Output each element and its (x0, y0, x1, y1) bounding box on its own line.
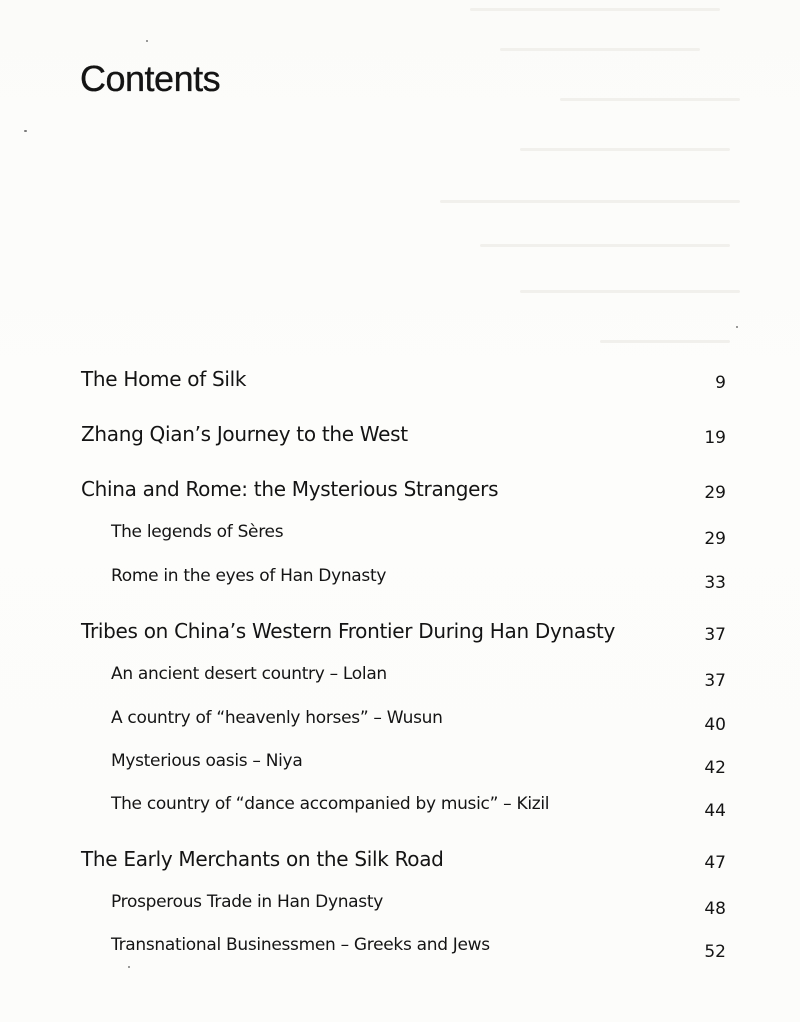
toc-subentry[interactable] (0, 751, 800, 781)
toc-entry[interactable] (0, 422, 800, 452)
paper-show-through (440, 200, 740, 203)
paper-show-through (600, 340, 730, 343)
paper-show-through (470, 8, 720, 11)
toc-entry-label: The legends of Sères (111, 522, 284, 542)
toc-entry-label: The country of “dance accompanied by music” – Kizil (111, 794, 550, 814)
toc-entry-label: Transnational Businessmen – Greeks and Jews (111, 935, 490, 955)
toc-page-number: 44 (704, 801, 726, 821)
toc-page-number: 9 (715, 373, 726, 393)
paper-show-through (500, 48, 700, 51)
toc-subentry[interactable] (0, 708, 800, 738)
toc-page-number: 19 (704, 428, 726, 448)
toc-entry[interactable] (0, 847, 800, 877)
toc-entry-label: An ancient desert country – Lolan (111, 664, 387, 684)
toc-subentry[interactable] (0, 935, 800, 965)
toc-entry[interactable] (0, 477, 800, 507)
toc-subentry[interactable] (0, 664, 800, 694)
paper-show-through (560, 98, 740, 101)
toc-subentry[interactable] (0, 794, 800, 824)
toc-page-number: 37 (704, 625, 726, 645)
paper-speck (24, 130, 27, 132)
toc-page-number: 48 (704, 899, 726, 919)
paper-speck (146, 40, 148, 42)
paper-speck (128, 966, 130, 968)
toc-entry[interactable] (0, 367, 800, 397)
toc-entry-label: Prosperous Trade in Han Dynasty (111, 892, 383, 912)
toc-entry-label: A country of “heavenly horses” – Wusun (111, 708, 443, 728)
toc-page-number: 33 (704, 573, 726, 593)
toc-page-number: 29 (704, 529, 726, 549)
toc-entry-label: The Home of Silk (81, 367, 247, 391)
toc-page-number: 40 (704, 715, 726, 735)
paper-show-through (520, 290, 740, 293)
toc-page-number: 29 (704, 483, 726, 503)
toc-entry-label: China and Rome: the Mysterious Strangers (81, 477, 499, 501)
toc-entry-label: The Early Merchants on the Silk Road (81, 847, 444, 871)
toc-entry-label: Tribes on China’s Western Frontier During Han Dynasty (81, 619, 616, 643)
page-title: Contents (80, 58, 221, 99)
toc-subentry[interactable] (0, 566, 800, 596)
toc-page-number: 42 (704, 758, 726, 778)
toc-page-number: 52 (704, 942, 726, 962)
toc-subentry[interactable] (0, 892, 800, 922)
toc-subentry[interactable] (0, 522, 800, 552)
paper-show-through (520, 148, 730, 151)
toc-entry[interactable] (0, 619, 800, 649)
toc-page-number: 37 (704, 671, 726, 691)
paper-show-through (480, 244, 730, 247)
paper-speck (736, 326, 738, 328)
toc-entry-label: Mysterious oasis – Niya (111, 751, 303, 771)
toc-entry-label: Rome in the eyes of Han Dynasty (111, 566, 387, 586)
toc-entry-label: Zhang Qian’s Journey to the West (81, 422, 408, 446)
toc-page-number: 47 (704, 853, 726, 873)
